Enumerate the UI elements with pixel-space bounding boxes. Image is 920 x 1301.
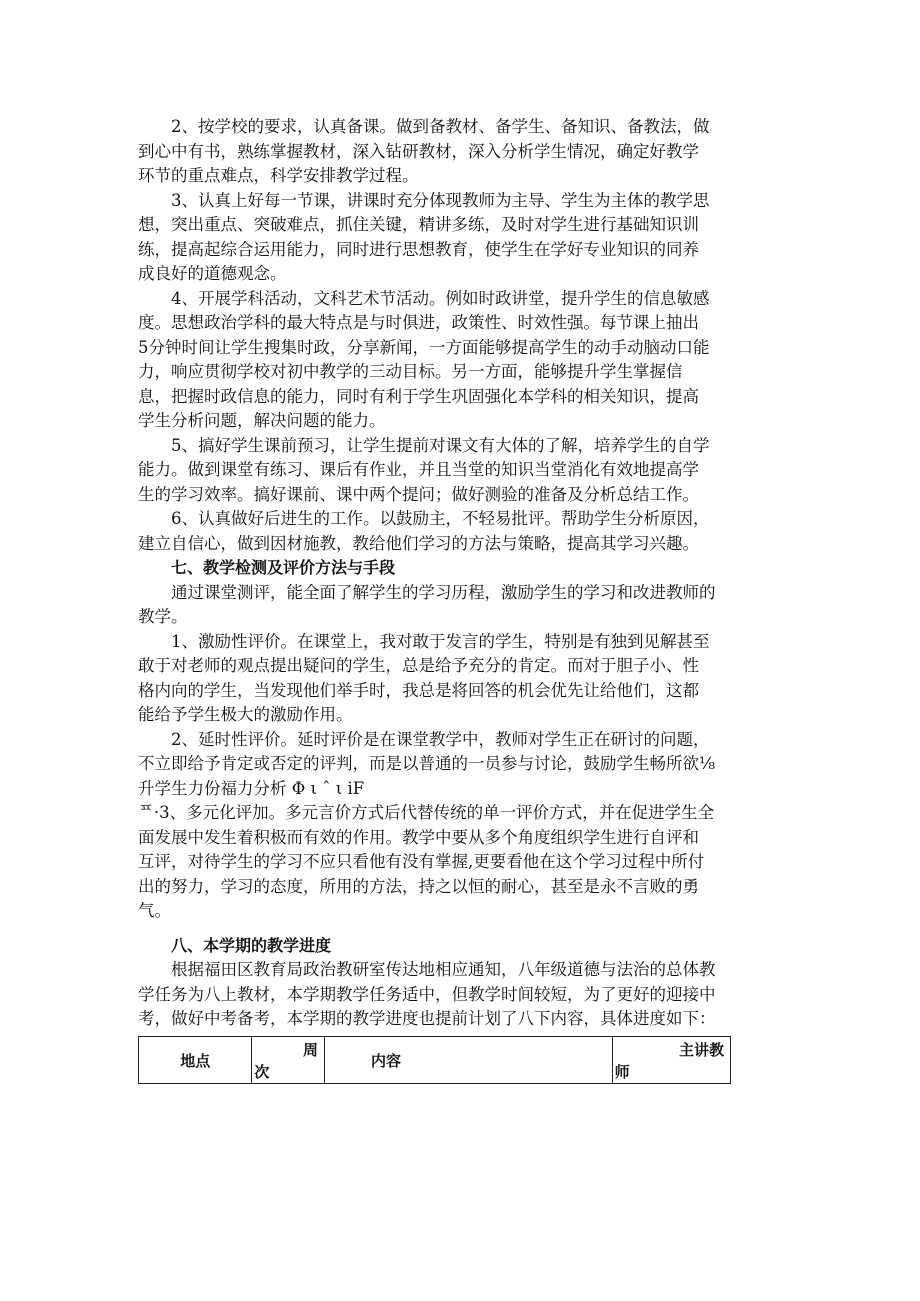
text-line: 学任务为八上教材，本学期教学任务适中，但教学时间较短，为了更好的迎接中: [138, 984, 716, 1004]
text-line: 敢于对老师的观点提出疑问的学生，总是给予充分的肯定。而对于胆子小、性: [138, 656, 699, 675]
text-line: 息，把握时政信息的能力，同时有利于学生巩固强化本学科的相关知识，提高: [138, 386, 699, 406]
header-place-label: 地点: [180, 1051, 211, 1070]
text-line: 根据福田区教育局政治教研室传达地相应通知，八年级道德与法治的总体教: [171, 960, 716, 979]
text-line: 6、认真做好后进生的工作。以鼓励主，不轻易批评。帮助学生分析原因，: [171, 509, 710, 528]
header-teacher-label-top: 主讲教: [678, 1040, 724, 1059]
text-line: 想，突出重点、突破难点，抓住关键，精讲多练，及时对学生进行基础知识训: [138, 215, 699, 234]
text-line: 到心中有书，熟练掌握教材，深入钻研教材，深入分析学生情况，确定好教学: [138, 141, 699, 161]
text-line: 不立即给予肯定或否定的评判，而是以普通的一员参与讨论，鼓励学生畅所欲⅛: [138, 754, 715, 773]
text-line: ᄑ·3、多元化评加。多元言价方式后代替传统的单一评价方式，并在促进学生全: [138, 803, 715, 822]
text-line: 互评，对待学生的学习不应只看他有没有掌握,更要看他在这个学习过程中所付: [138, 852, 705, 871]
header-week-label-top: 周: [303, 1040, 319, 1059]
text-line: 成良好的道德观念。: [138, 264, 287, 283]
header-cell-week: [252, 1036, 325, 1083]
text-line: 力，响应贯彻学校对初中教学的三动目标。另一方面，能够提升学生掌握信: [138, 362, 683, 381]
heading-section-7: 七、教学检测及评价方法与手段: [171, 558, 396, 577]
header-week-label-bottom: 次: [254, 1062, 270, 1081]
header-cell-teacher: [612, 1036, 730, 1083]
text-line: 出的努力，学习的态度，所用的方法，持之以恒的耐心，甚至是永不言败的勇: [138, 876, 699, 896]
text-line: 5分钟时间让学生搜集时政，分享新闻，一方面能够提高学生的动手动脑动口能: [138, 337, 710, 357]
text-line: 5、搞好学生课前预习，让学生提前对课文有大体的了解，培养学生的自学: [171, 435, 710, 455]
section-evaluation-methods: [138, 581, 778, 924]
text-line: 1、激励性评价。在课堂上，我对敢于发言的学生，特别是有独到见解甚至: [171, 631, 710, 651]
text-line: 通过课堂测评，能全面了解学生的学习历程，激励学生的学习和改进教师的: [171, 582, 716, 602]
text-line: 能力。做到课堂有练习、课后有作业，并且当堂的知识当堂消化有效地提高学: [138, 460, 699, 479]
text-line: 升学生力份福力分析 Φ ι ˆ ι iF: [138, 778, 365, 798]
text-line: 4、开展学科活动，文科艺术节活动。例如时政讲堂，提升学生的信息敏感: [171, 288, 710, 308]
text-line: 2、延时性评价。延时评价是在课堂教学中，教师对学生正在研讨的问题，: [171, 729, 710, 749]
schedule-table: [138, 1036, 731, 1084]
text-line: 3、认真上好每一节课，讲课时充分体现教师为主导、学生为主体的教学思: [171, 190, 710, 210]
text-line: 学生分析问题，解决问题的能力。: [138, 411, 386, 430]
text-line: 度。思想政治学科的最大特点是与时俱进，政策性、时效性强。每节课上抽出: [138, 313, 699, 332]
section-teaching-measures: [138, 115, 778, 556]
text-line: 教学。: [138, 607, 188, 626]
heading-section-8: 八、本学期的教学进度: [171, 935, 332, 955]
text-line: 建立自信心，做到因材施教，教给他们学习的方法与策略，提高其学习兴趣。: [138, 533, 699, 553]
text-line: 格内向的学生，当发现他们举手时，我总是将回答的机会优先让给他们，这都: [138, 680, 699, 700]
document-page: [138, 115, 778, 1084]
text-line: 能给予学生极大的激励作用。: [138, 705, 353, 724]
text-line: 练，提高起综合运用能力，同时进行思想教育，使学生在学好专业知识的同养: [138, 239, 699, 259]
text-line: 气。: [138, 901, 171, 920]
text-line: 面发展中发生着积极而有效的作用。教学中要从多个角度组织学生进行自评和: [138, 827, 699, 847]
table-header-row: [139, 1036, 731, 1083]
text-line: 考，做好中考备考，本学期的教学进度也提前计划了八下内容，具体进度如下：: [138, 1009, 716, 1028]
header-content-label: 内容: [371, 1051, 402, 1070]
spacer: [138, 924, 778, 934]
section-schedule-intro: [138, 958, 778, 1032]
header-teacher-label-bottom: 师: [614, 1062, 630, 1081]
text-line: 环节的重点难点，科学安排教学过程。: [138, 166, 419, 185]
text-line: 生的学习效率。搞好课前、课中两个提问；做好测验的准备及分析总结工作。: [138, 484, 699, 504]
header-cell-place: [139, 1036, 252, 1083]
header-cell-content: [325, 1036, 613, 1083]
text-line: 2、按学校的要求，认真备课。做到备教材、备学生、备知识、备教法，做: [171, 117, 710, 136]
